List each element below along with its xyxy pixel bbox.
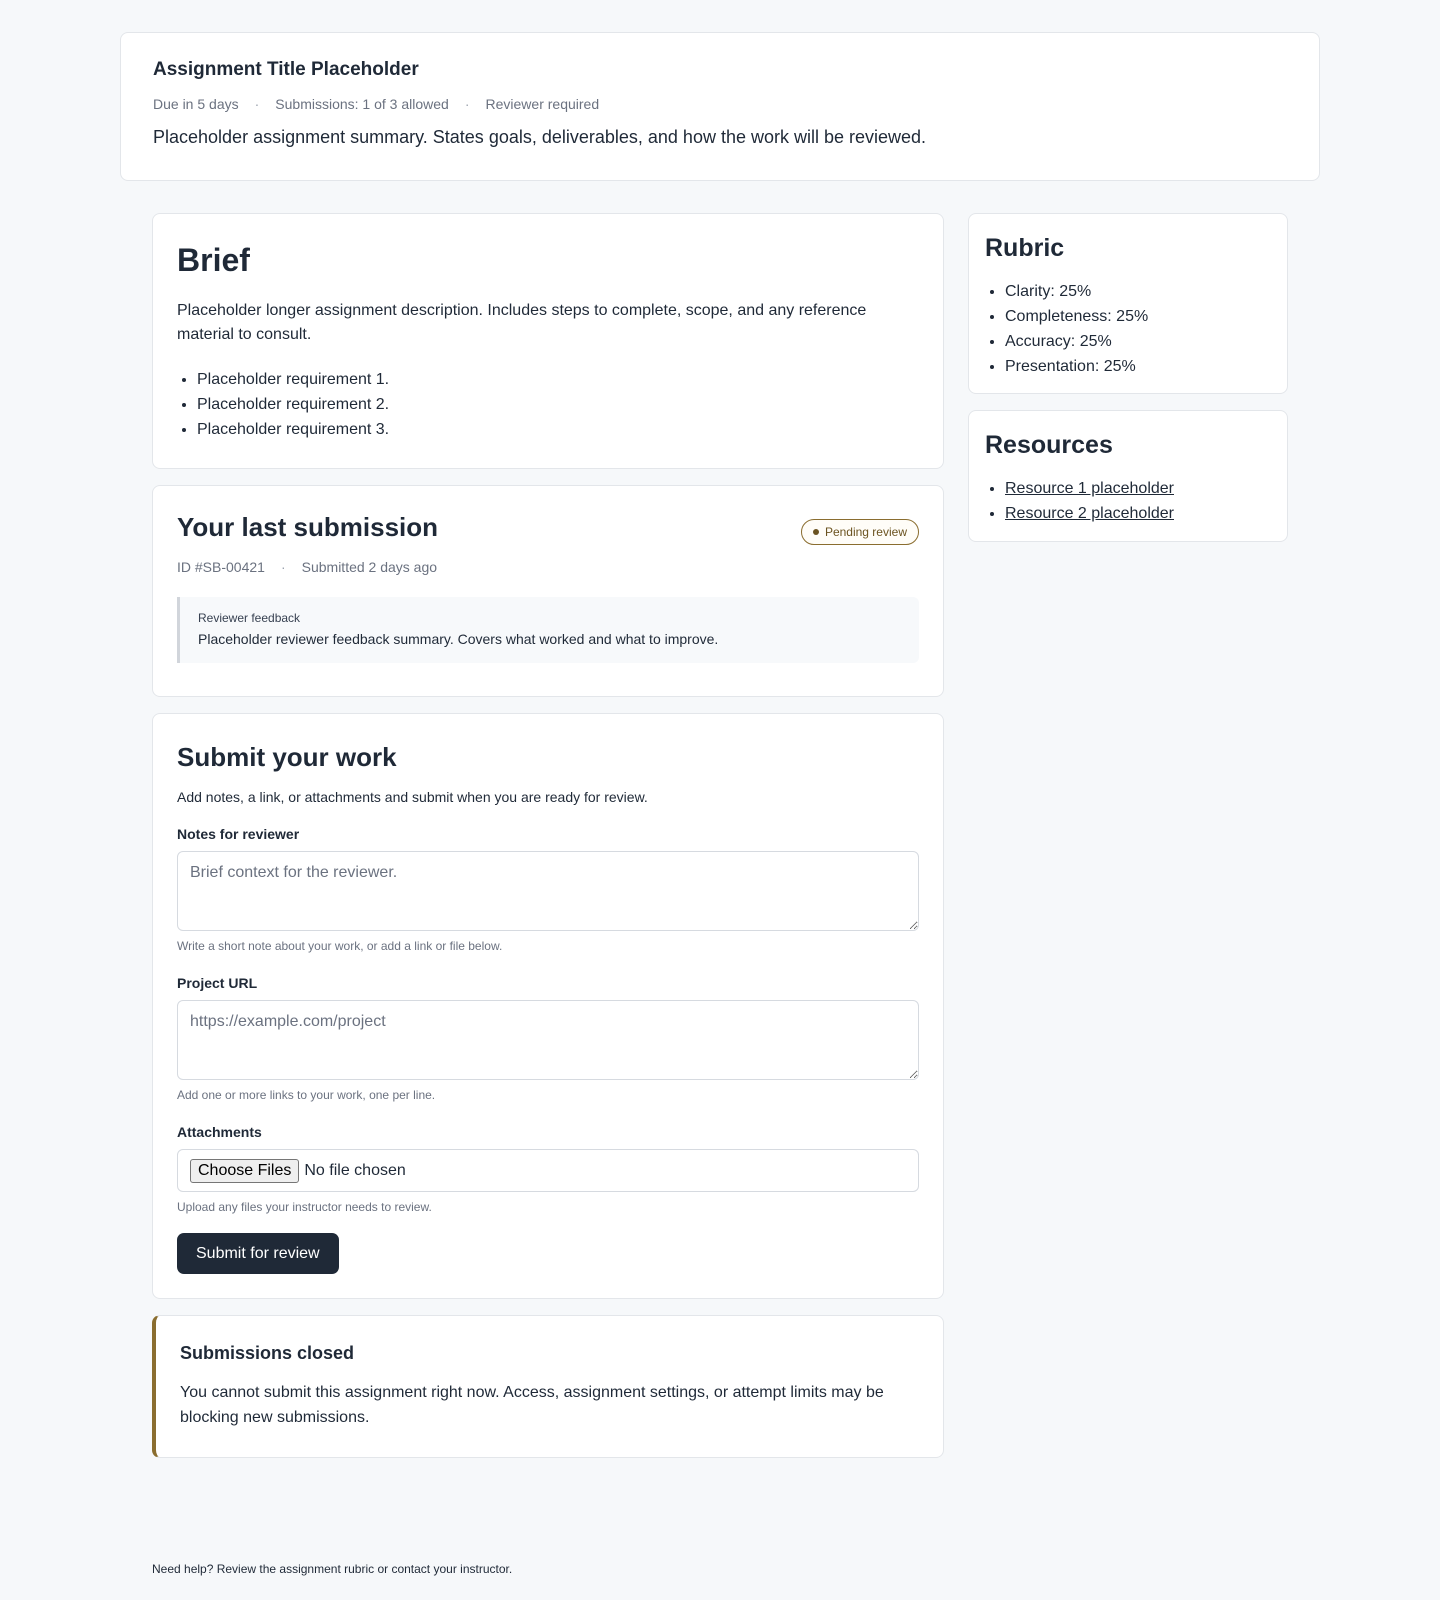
rubric-title: Rubric [985, 234, 1065, 262]
brief-card [152, 213, 944, 469]
file-status: No file chosen [304, 1161, 406, 1179]
rubric-card [968, 213, 1288, 394]
due-date: Due in 5 days [153, 96, 239, 112]
submissions-count: Submissions: 1 of 3 allowed [275, 96, 449, 112]
resources-card [968, 410, 1288, 542]
last-submission-title: Your last submission [177, 512, 439, 542]
resources-title: Resources [985, 431, 1113, 459]
meta-separator: · [464, 96, 470, 112]
assignment-summary: Placeholder assignment summary. States goals, deliverables, and how the work will be reviewed. [153, 127, 927, 147]
list-item [1005, 476, 1271, 501]
project-url-hint: Add one or more links to your work, one per line. [177, 1088, 436, 1102]
notes-label: Notes for reviewer [177, 826, 300, 842]
submissions-closed-notice [152, 1315, 944, 1458]
submission-meta [177, 559, 919, 575]
status-dot-icon [813, 529, 819, 535]
list-item: • Presentation: 25% [1005, 354, 1271, 379]
submit-work-card [152, 713, 944, 1299]
submission-time: Submitted 2 days ago [301, 559, 438, 575]
attachments-label: Attachments [177, 1124, 262, 1140]
last-submission-header [177, 512, 919, 545]
status-badge [801, 519, 919, 545]
status-badge-label: Pending review [824, 525, 907, 539]
submit-work-title: Submit your work [177, 742, 397, 772]
footer-help-text: Need help? Review the assignment rubric or contact your instructor. [152, 1562, 513, 1576]
assignment-header [120, 32, 1320, 181]
brief-description: Placeholder longer assignment description. Includes steps to complete, scope, and any reference material to consult. [177, 302, 867, 343]
reviewer-feedback [177, 597, 919, 663]
list-item: • Placeholder requirement 3. [197, 417, 919, 442]
closed-text: You cannot submit this assignment right now. Access, assignment settings, or attempt limits may be blocking new submissions. [180, 1384, 884, 1426]
assignment-meta [153, 96, 1287, 112]
feedback-text: Placeholder reviewer feedback summary. Covers what worked and what to improve. [198, 631, 719, 647]
resources-list [985, 476, 1271, 526]
reviewer-required: Reviewer required [485, 96, 600, 112]
submit-work-description: Add notes, a link, or attachments and submit when you are ready for review. [177, 789, 648, 805]
list-item: • Placeholder requirement 1. [197, 367, 919, 392]
rubric-list [985, 279, 1271, 379]
list-item: • Completeness: 25% [1005, 304, 1271, 329]
list-item: • Clarity: 25% [1005, 279, 1271, 304]
resource-link-1[interactable]: Resource 1 placeholder [1005, 480, 1174, 497]
project-url-label: Project URL [177, 975, 258, 991]
notes-textarea[interactable] [177, 851, 919, 931]
attachments-hint: Upload any files your instructor needs to review. [177, 1200, 432, 1214]
meta-separator: · [280, 559, 286, 575]
project-url-textarea[interactable] [177, 1000, 919, 1080]
last-submission-card [152, 485, 944, 697]
list-item [1005, 501, 1271, 526]
meta-separator: · [254, 96, 260, 112]
assignment-title: Assignment Title Placeholder [153, 59, 419, 80]
submit-for-review-button[interactable]: Submit for review [177, 1233, 339, 1274]
list-item: • Placeholder requirement 2. [197, 392, 919, 417]
notes-hint: Write a short note about your work, or add a link or file below. [177, 939, 503, 953]
requirements-list [177, 367, 919, 442]
attachments-file-input[interactable] [177, 1149, 919, 1192]
brief-title: Brief [177, 242, 250, 278]
closed-title: Submissions closed [180, 1343, 355, 1363]
list-item: • Accuracy: 25% [1005, 329, 1271, 354]
submission-id: ID #SB-00421 [177, 559, 265, 575]
resource-link-2[interactable]: Resource 2 placeholder [1005, 505, 1174, 522]
choose-files-button[interactable]: Choose Files [190, 1159, 299, 1183]
feedback-label: Reviewer feedback [198, 611, 301, 625]
